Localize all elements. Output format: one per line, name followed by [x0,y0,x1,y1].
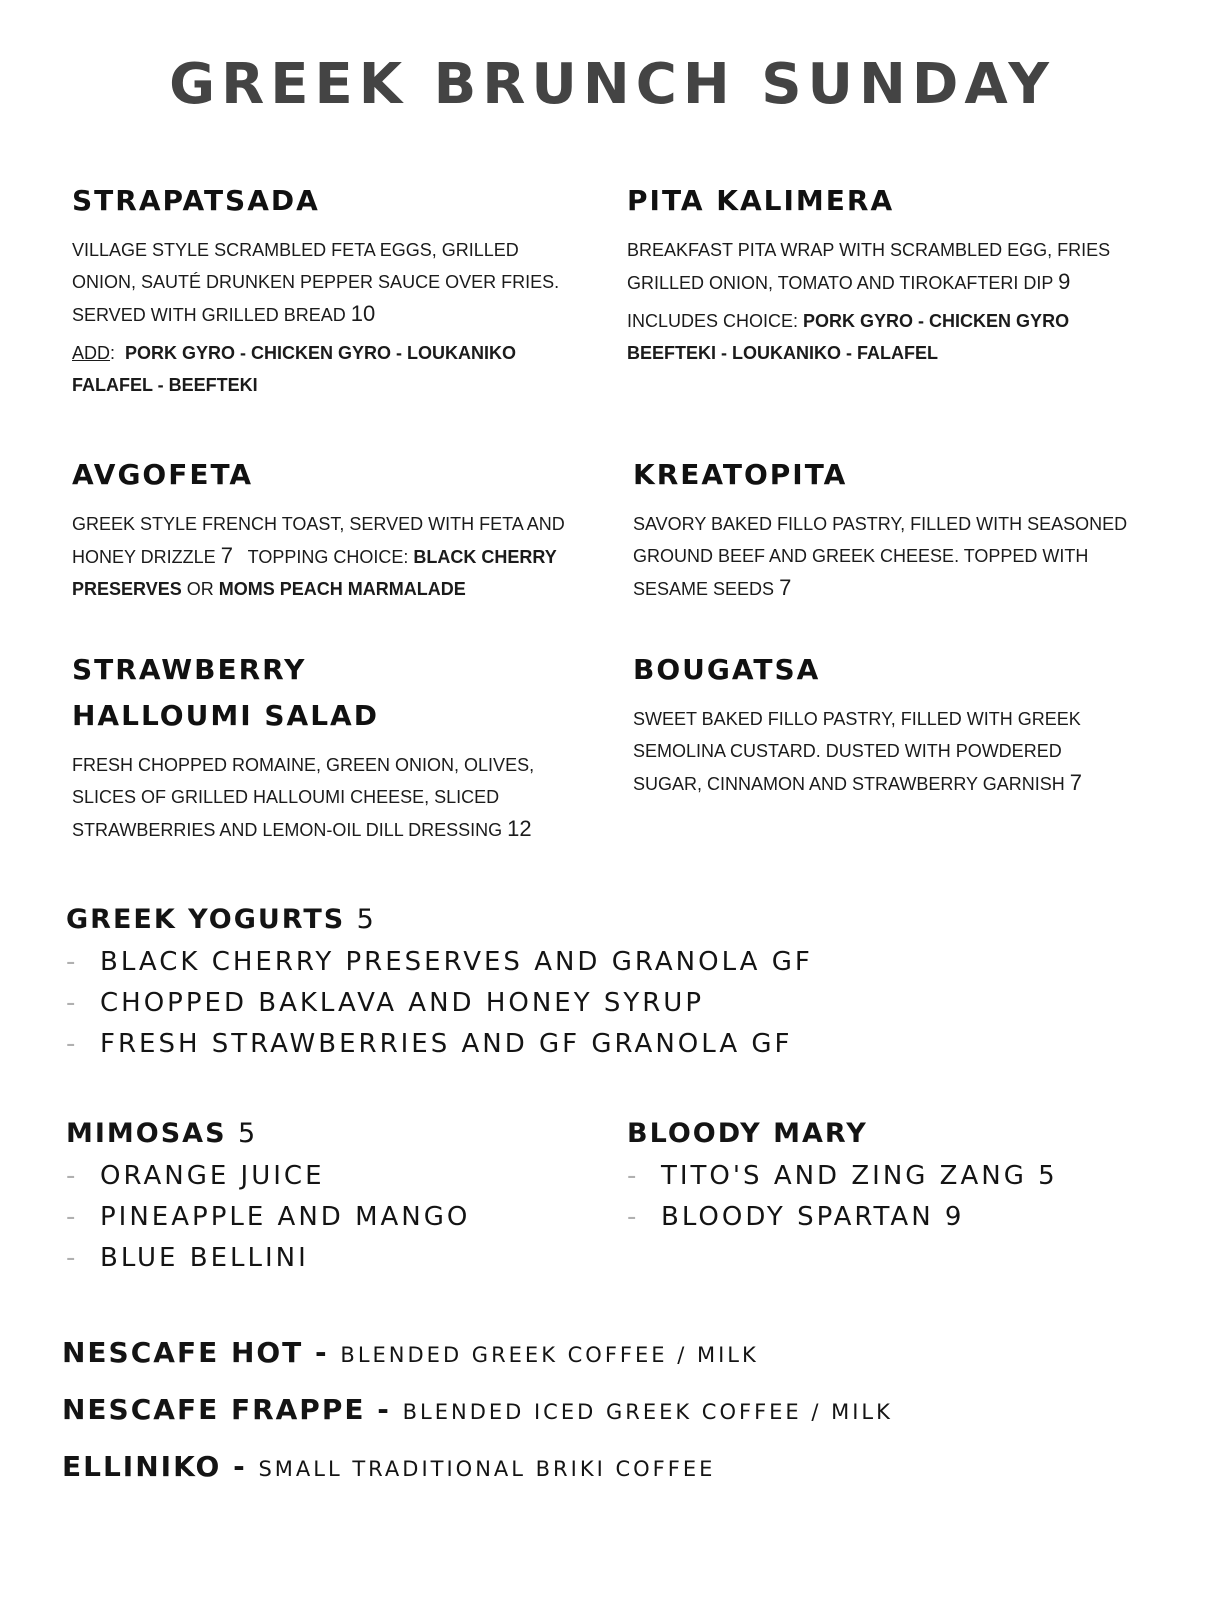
topping-option: MOMS PEACH MARMALADE [218,579,466,599]
menu-item-kreatopita [633,452,1127,605]
dash-bullet: - [66,1161,76,1191]
dash-bullet: - [66,1202,76,1232]
list-item: - FRESH STRAWBERRIES AND GF GRANOLA GF [66,1024,813,1065]
list-item: - PINEAPPLE AND MANGO [66,1197,470,1238]
topping-label: TOPPING CHOICE: [247,547,409,567]
item-description-line: FRESH CHOPPED ROMAINE, GREEN ONION, OLIVES, [72,755,535,775]
item-price: 7 [779,575,792,600]
add-options: PORK GYRO - CHICKEN GYRO - LOUKANIKO [125,343,517,363]
menu-item-avgofeta [72,452,565,605]
menu-item-bougatsa [633,647,1082,800]
coffee-nescafe-hot: NESCAFE HOT - BLENDED GREEK COFFEE / MILK [62,1336,759,1369]
list-item: - ORANGE JUICE [66,1156,470,1197]
item-description-line: SESAME SEEDS 7 [633,575,792,600]
bloody-mary-list [627,1156,1058,1238]
choice-options: PORK GYRO - CHICKEN GYRO [803,311,1070,331]
section-price: 5 [356,904,375,935]
item-name: HALLOUMI SALAD [72,699,379,732]
item-description-line: STRAWBERRIES AND LEMON-OIL DILL DRESSING 12 [72,816,532,841]
yogurt-list [66,942,813,1065]
item-description-line: SWEET BAKED FILLO PASTRY, FILLED WITH GREEK [633,709,1081,729]
add-options-line: ADD: PORK GYRO - CHICKEN GYRO - LOUKANIKO [72,343,517,363]
coffee-nescafe-frappe: NESCAFE FRAPPE - BLENDED ICED GREEK COFFEE / MILK [62,1393,893,1426]
item-name: STRAPATSADA [72,184,320,217]
list-item: - CHOPPED BAKLAVA AND HONEY SYRUP [66,983,813,1024]
item-description-line: SAVORY BAKED FILLO PASTRY, FILLED WITH SEASONED [633,514,1128,534]
item-description-line: ONION, SAUTÉ DRUNKEN PEPPER SAUCE OVER FRIES. [72,272,560,292]
item-description-line: VILLAGE STYLE SCRAMBLED FETA EGGS, GRILLED [72,240,519,260]
item-description-line: SEMOLINA CUSTARD. DUSTED WITH POWDERED [633,741,1062,761]
item-description-line: PRESERVES OR MOMS PEACH MARMALADE [72,579,466,599]
includes-label: INCLUDES CHOICE: [627,311,799,331]
item-price: 7 [1069,770,1082,795]
item-price: 12 [507,816,532,841]
item-description-line: SLICES OF GRILLED HALLOUMI CHEESE, SLICED [72,787,500,807]
choice-options: BEEFTEKI - LOUKANIKO - FALAFEL [627,343,938,363]
section-title: MIMOSAS 5 [66,1118,257,1149]
topping-option: BLACK CHERRY [413,547,557,567]
topping-option: PRESERVES [72,579,182,599]
item-description-line: SUGAR, CINNAMON AND STRAWBERRY GARNISH 7 [633,770,1082,795]
section-price: 5 [237,1118,257,1149]
item-price: 9 [1058,269,1071,294]
item-description-line: GROUND BEEF AND GREEK CHEESE. TOPPED WITH [633,546,1089,566]
dash-bullet: - [66,988,76,1018]
section-title: GREEK YOGURTS 5 [66,904,375,935]
coffee-elliniko: ELLINIKO - SMALL TRADITIONAL BRIKI COFFEE [62,1450,716,1483]
item-price: 7 [220,543,233,568]
item-description-line: GRILLED ONION, TOMATO AND TIROKAFTERI DIP 9 [627,269,1071,294]
add-options: FALAFEL - BEEFTEKI [72,375,258,395]
item-name: BOUGATSA [633,653,821,686]
section-greek-yogurts [66,900,813,1065]
choice-options-line [627,305,1110,337]
item-description-line: BREAKFAST PITA WRAP WITH SCRAMBLED EGG, FRIES [627,240,1111,260]
item-description-line: SERVED WITH GRILLED BREAD 10 [72,301,376,326]
list-item: - BLUE BELLINI [66,1238,470,1279]
item-name: KREATOPITA [633,458,848,491]
menu-item-strapatsada [72,178,559,401]
dash-bullet: - [627,1161,637,1191]
section-bloody-mary [627,1114,1058,1238]
section-title: BLOODY MARY [627,1118,868,1149]
mimosa-list [66,1156,470,1279]
list-item: - BLOODY SPARTAN 9 [627,1197,1058,1238]
dash-bullet: - [627,1202,637,1232]
dash-bullet: - [66,1029,76,1059]
item-name: PITA KALIMERA [627,184,895,217]
item-price: 10 [350,301,376,326]
item-description-line: GREEK STYLE FRENCH TOAST, SERVED WITH FETA AND [72,514,565,534]
item-description-line: HONEY DRIZZLE 7 TOPPING CHOICE: BLACK CHERRY [72,543,557,568]
dash-bullet: - [66,1243,76,1273]
menu-item-strawberry-halloumi-salad [72,647,534,846]
item-name: STRAWBERRY [72,653,307,686]
list-item: - TITO'S AND ZING ZANG 5 [627,1156,1058,1197]
dash-bullet: - [66,947,76,977]
add-label: ADD [72,343,111,363]
section-mimosas [66,1114,470,1279]
menu-item-pita-kalimera [627,178,1110,369]
menu-title: GREEK BRUNCH SUNDAY [169,52,1055,117]
item-name: AVGOFETA [72,458,254,491]
list-item: - BLACK CHERRY PRESERVES AND GRANOLA GF [66,942,813,983]
